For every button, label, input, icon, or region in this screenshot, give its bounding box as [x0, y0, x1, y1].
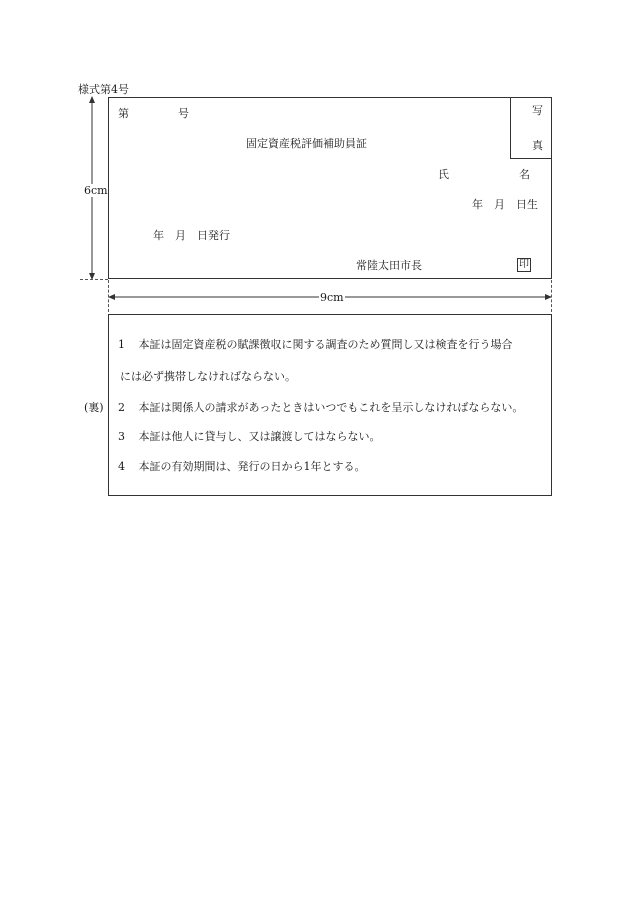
form-number: 様式第4号	[78, 83, 129, 96]
item-text: 本証は関係人の請求があったときはいつでもこれを呈示しなければならない。	[138, 401, 524, 414]
item-number: 4	[118, 460, 125, 473]
item-number: 2	[118, 401, 125, 414]
front-card	[108, 97, 552, 279]
back-side-label: (裏)	[84, 401, 104, 414]
name-label-2: 名	[519, 168, 530, 181]
name-label-1: 氏	[438, 168, 449, 181]
item-text: 本証は固定資産税の賦課徴収に関する調査のため質問し又は検査を行う場合	[138, 338, 513, 351]
item-text: 本証は他人に貸与し、又は譲渡してはならない。	[138, 430, 381, 443]
height-label: 6cm	[84, 184, 108, 197]
card-title: 固定資産税評価補助員証	[246, 137, 367, 150]
back-item-1	[118, 339, 513, 350]
photo-box-bottom-border	[510, 158, 552, 159]
issuer: 常陸太田市長	[356, 259, 422, 272]
dashed-guide-left	[80, 279, 108, 280]
number-prefix: 第	[118, 107, 129, 120]
photo-box-left-border	[510, 97, 511, 158]
back-item-4	[118, 461, 366, 472]
issue-date: 年 月 日発行	[153, 229, 230, 242]
width-label: 9cm	[320, 291, 344, 304]
item-text: 本証の有効期間は、発行の日から1年とする。	[138, 460, 366, 473]
back-item-2	[118, 402, 523, 413]
number-suffix: 号	[178, 107, 189, 120]
item-text: には必ず携帯しなければならない。	[120, 370, 296, 383]
seal-icon: 印	[519, 259, 529, 270]
birth-date: 年 月 日生	[472, 198, 538, 211]
item-number: 3	[118, 430, 125, 443]
item-number: 1	[118, 338, 125, 351]
back-item-3	[118, 431, 381, 442]
back-item-1-cont	[120, 371, 296, 382]
photo-label-1: 写	[532, 104, 543, 117]
photo-label-2: 真	[532, 139, 543, 152]
